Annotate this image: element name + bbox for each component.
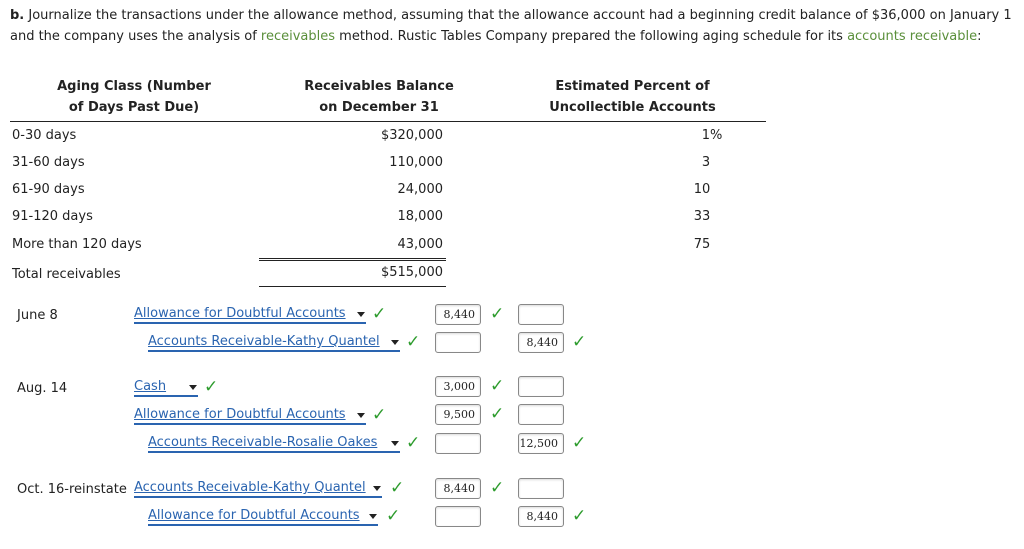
account-select-value: Accounts Receivable-Kathy Quantel bbox=[148, 334, 400, 352]
part-label: b. bbox=[10, 8, 25, 23]
aging-row-balance: 110,000 bbox=[389, 155, 443, 170]
account-select-value: Accounts Receivable-Rosalie Oakes bbox=[148, 435, 400, 453]
aging-row-percent: 1% bbox=[701, 128, 723, 143]
check-icon: ✓ bbox=[390, 478, 405, 498]
header-line: of Days Past Due) bbox=[68, 100, 200, 115]
check-icon: ✓ bbox=[204, 377, 219, 397]
aging-row-label: 61-90 days bbox=[12, 182, 85, 197]
receivables-link[interactable]: receivables bbox=[260, 28, 336, 44]
check-icon: ✓ bbox=[406, 433, 421, 453]
credit-input[interactable]: 12,500 bbox=[518, 433, 564, 454]
aging-row-label: 91-120 days bbox=[12, 209, 93, 224]
account-select[interactable] bbox=[148, 435, 402, 453]
check-icon: ✓ bbox=[372, 405, 387, 425]
account-select[interactable] bbox=[134, 480, 384, 498]
header-line: Uncollectible Accounts bbox=[549, 100, 716, 115]
account-select[interactable] bbox=[134, 306, 368, 324]
aging-row-label: 31-60 days bbox=[12, 155, 85, 170]
credit-input[interactable]: 8,440 bbox=[518, 506, 564, 527]
instructions-text: method. Rustic Tables Company prepared the following aging schedule for its bbox=[335, 28, 848, 44]
chevron-down-icon bbox=[373, 486, 381, 491]
chevron-down-icon bbox=[189, 385, 197, 390]
total-underline bbox=[259, 286, 446, 287]
check-icon: ✓ bbox=[406, 332, 421, 352]
credit-input[interactable] bbox=[518, 478, 564, 499]
total-divider bbox=[259, 258, 446, 259]
chevron-down-icon bbox=[391, 441, 399, 446]
aging-row-balance: 24,000 bbox=[397, 182, 443, 197]
header-receivables-balance bbox=[280, 76, 478, 118]
check-icon: ✓ bbox=[372, 304, 387, 324]
account-select-value: Allowance for Doubtful Accounts bbox=[148, 508, 378, 526]
aging-row-balance: 18,000 bbox=[397, 209, 443, 224]
chevron-down-icon bbox=[391, 340, 399, 345]
instructions bbox=[10, 6, 1015, 47]
aging-row-balance: 43,000 bbox=[397, 237, 443, 252]
check-icon: ✓ bbox=[572, 332, 587, 352]
debit-input[interactable]: 9,500 bbox=[435, 404, 481, 425]
accounts-receivable-link[interactable]: accounts receivable bbox=[847, 28, 978, 44]
credit-input[interactable]: 8,440 bbox=[518, 332, 564, 353]
account-select[interactable] bbox=[148, 334, 402, 352]
aging-row-label: More than 120 days bbox=[12, 237, 142, 252]
aging-row-percent: 75 bbox=[693, 237, 711, 252]
entry-date: Oct. 16-reinstate bbox=[17, 482, 127, 497]
check-icon: ✓ bbox=[386, 506, 401, 526]
check-icon: ✓ bbox=[572, 433, 587, 453]
aging-row-percent: 3 bbox=[701, 155, 711, 170]
debit-input[interactable] bbox=[435, 433, 481, 454]
chevron-down-icon bbox=[357, 413, 365, 418]
account-select-value: Allowance for Doubtful Accounts bbox=[134, 306, 366, 324]
entry-date: Aug. 14 bbox=[17, 381, 68, 396]
debit-input[interactable]: 3,000 bbox=[435, 376, 481, 397]
total-balance: $515,000 bbox=[380, 265, 443, 280]
account-select-value: Cash bbox=[134, 379, 198, 397]
credit-input[interactable] bbox=[518, 304, 564, 325]
check-icon: ✓ bbox=[490, 304, 505, 324]
account-select[interactable] bbox=[134, 379, 200, 397]
account-select-value: Allowance for Doubtful Accounts bbox=[134, 407, 366, 425]
total-divider bbox=[259, 260, 446, 261]
header-line: Estimated Percent of bbox=[555, 79, 710, 94]
aging-row-balance: $320,000 bbox=[380, 128, 443, 143]
check-icon: ✓ bbox=[490, 404, 505, 424]
account-select[interactable] bbox=[134, 407, 368, 425]
check-icon: ✓ bbox=[490, 376, 505, 396]
header-estimated-percent bbox=[535, 76, 730, 118]
entry-date: June 8 bbox=[17, 308, 58, 323]
header-line: on December 31 bbox=[319, 100, 439, 115]
instructions-text: Journalize the transactions under the allowance method, assuming that the allowance account had a beginning credit balance of $36,000 on January 1 and the company uses the analysis of bbox=[10, 8, 1012, 44]
debit-input[interactable] bbox=[435, 332, 481, 353]
aging-row-percent: 10 bbox=[693, 182, 711, 197]
header-divider bbox=[10, 121, 766, 122]
debit-input[interactable]: 8,440 bbox=[435, 478, 481, 499]
instructions-text: : bbox=[977, 28, 982, 44]
header-aging-class bbox=[20, 76, 248, 118]
account-select-value: Accounts Receivable-Kathy Quantel bbox=[134, 480, 382, 498]
check-icon: ✓ bbox=[490, 478, 505, 498]
chevron-down-icon bbox=[369, 514, 377, 519]
debit-input[interactable] bbox=[435, 506, 481, 527]
aging-row-percent: 33 bbox=[693, 209, 711, 224]
header-line: Receivables Balance bbox=[304, 79, 454, 94]
check-icon: ✓ bbox=[572, 506, 587, 526]
credit-input[interactable] bbox=[518, 404, 564, 425]
aging-row-label: 0-30 days bbox=[12, 128, 77, 143]
account-select[interactable] bbox=[148, 508, 380, 526]
chevron-down-icon bbox=[357, 312, 365, 317]
header-line: Aging Class (Number bbox=[57, 79, 211, 94]
debit-input[interactable]: 8,440 bbox=[435, 304, 481, 325]
total-label: Total receivables bbox=[12, 267, 121, 282]
credit-input[interactable] bbox=[518, 376, 564, 397]
